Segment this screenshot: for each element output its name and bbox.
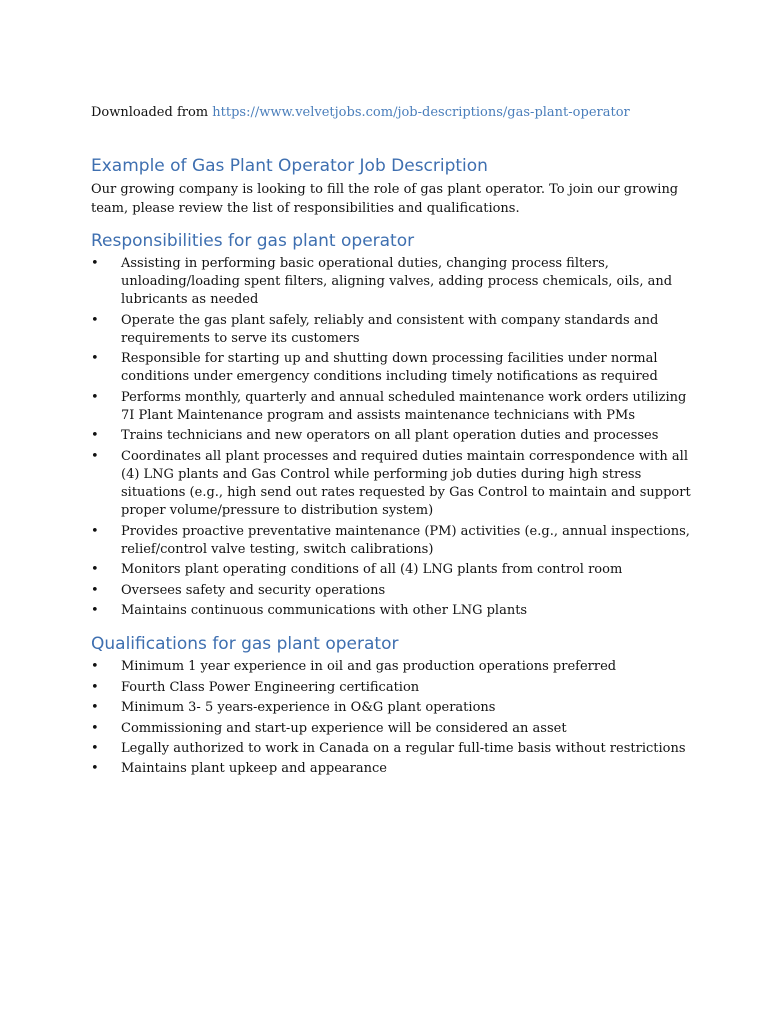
document-title: Example of Gas Plant Operator Job Description [91,156,488,176]
bullet-icon: • [91,700,99,716]
list-item-text: Coordinates all plant processes and required duties maintain correspondence with all (4) LNG plants and Gas Control while performing job duties during high stress situations (e.g., high send out rates requested by Gas Control to maintain and support proper volume/pressure to distribution system) [121,448,691,518]
list-item-text: Commissioning and start-up experience will be considered an asset [121,720,567,736]
list-item [91,760,691,778]
list-item-text: Maintains continuous communications with other LNG plants [121,603,528,619]
list-item [91,350,691,386]
list-item-text: Fourth Class Power Engineering certification [121,679,420,695]
list-item-text: Legally authorized to work in Canada on a regular full-time basis without restrictions [121,740,686,756]
list-item-text: Assisting in performing basic operational duties, changing process filters, unloading/loading spent filters, aligning valves, adding process chemicals, oils, and lubricants as needed [121,256,673,307]
bullet-icon: • [91,312,99,328]
list-item-text: Minimum 3- 5 years-experience in O&G plant operations [121,700,496,716]
bullet-icon: • [91,603,99,619]
intro-paragraph: Our growing company is looking to fill the role of gas plant operator. To join our growing team, please review the list of responsibilities and qualifications. [91,182,679,216]
list-item-text: Trains technicians and new operators on all plant operation duties and processes [121,428,659,444]
list-item-text: Monitors plant operating conditions of all (4) LNG plants from control room [121,562,623,578]
list-item [91,312,691,348]
qualifications-list [91,658,691,778]
list-item [91,602,691,620]
list-item [91,523,691,559]
document-page [91,104,691,781]
list-item [91,448,691,520]
bullet-icon: • [91,720,99,736]
list-item-text: Oversees safety and security operations [121,582,386,598]
source-prefix: Downloaded from [91,105,213,120]
bullet-icon: • [91,389,99,405]
bullet-icon: • [91,740,99,756]
list-item-text: Provides proactive preventative maintenance (PM) activities (e.g., annual inspections, relief/control valve testing, switch calibrations) [121,523,690,557]
bullet-icon: • [91,761,99,777]
list-item-text: Responsible for starting up and shutting down processing facilities under normal conditions under emergency conditions including timely notifications as required [121,351,658,385]
bullet-icon: • [91,582,99,598]
list-item [91,389,691,425]
list-item [91,561,691,579]
qualifications-heading: Qualifications for gas plant operator [91,634,399,655]
list-item [91,658,691,676]
source-line [91,104,691,122]
responsibilities-heading: Responsibilities for gas plant operator [91,231,415,251]
bullet-icon: • [91,351,99,367]
bullet-icon: • [91,523,99,539]
list-item-text: Operate the gas plant safely, reliably and consistent with company standards and requirements to serve its customers [121,312,659,346]
list-item [91,720,691,738]
list-item [91,679,691,697]
list-item [91,740,691,758]
list-item-text: Maintains plant upkeep and appearance [121,761,387,777]
bullet-icon: • [91,679,99,695]
list-item [91,699,691,717]
bullet-icon: • [91,659,99,675]
bullet-icon: • [91,562,99,578]
list-item-text: Performs monthly, quarterly and annual scheduled maintenance work orders utilizing 7I Plant Maintenance program and assists maintenance technicians with PMs [121,389,687,423]
bullet-icon: • [91,428,99,444]
list-item [91,582,691,600]
source-url-link[interactable]: https://www.velvetjobs.com/job-descriptions/gas-plant-operator [212,105,630,120]
bullet-icon: • [91,256,99,271]
list-item-text: Minimum 1 year experience in oil and gas production operations preferred [121,659,617,675]
list-item [91,255,691,309]
responsibilities-list [91,255,691,620]
list-item [91,427,691,445]
bullet-icon: • [91,448,99,464]
